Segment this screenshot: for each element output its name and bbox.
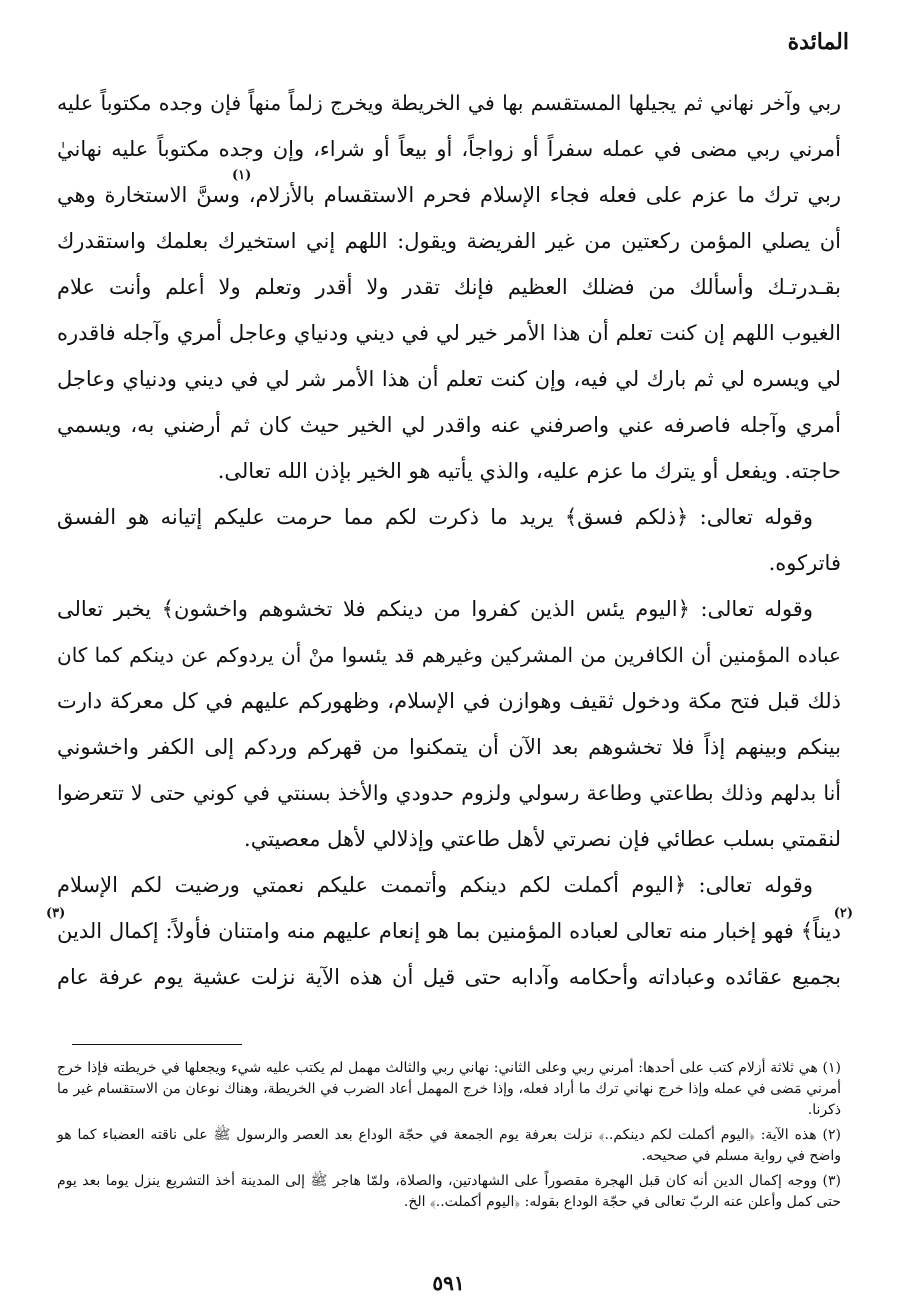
text-line: لنقمتي بسلب عطائي فإن نصرتي لأهل طاعتي وإذلالي لأهل معصيتي. [244,827,841,851]
paragraph [57,862,841,1000]
text-line: ديناً﴾ فهو إخبار منه تعالى لعباده المؤمنين بما هو إنعام عليهم منه وامتنان فأولاً: إكمال الدين [57,919,841,943]
footnotes [57,1058,841,1217]
text-line: أمري وآجله فاصرفه عني واصرفني عنه واقدر لي الخير حيث كان ثم أرضني به، ويسمي [57,413,841,437]
footnote-marker-3: (٣) [46,906,66,921]
footnote: (٢) هذه الآية: ﴿اليوم أكملت لكم دينكم..﴾ نزلت بعرفة يوم الجمعة في حجّة الوداع بعد العصر والرسول ﷺ على ناقته العضباء كما هو واضح في رواية مسلم في صحيحه. [57,1127,841,1164]
paragraph [57,80,841,494]
text-line: فاتركوه. [768,551,841,575]
surah-title: المائدة [787,29,849,55]
footnote-marker-1: (١) [232,168,252,183]
text-line: ذلك قبل فتح مكة ودخول ثقيف وهوازن في الإسلام، وظهوركم عليهم في كل معركة دارت [57,689,841,713]
text-line: ربي وآخر نهاني ثم يجيلها المستقسم بها في الخريطة ويخرج زلماً منهاً فإن وجده مكتوباً عليه [57,91,841,115]
text-line: حاجته. ويفعل أو يترك ما عزم عليه، والذي يأتيه هو الخير بإذن الله تعالى. [217,459,841,483]
text-line: بجميع عقائده وعباداته وأحكامه وآدابه حتى قيل أن هذه الآية نزلت عشية يوم عرفة عام [57,965,841,989]
footnote-divider [72,1044,242,1045]
text-line: بينكم وبينهم إذاً فلا تخشوهم بعد الآن أن يتمكنوا من قهركم وردكم إلى الكفر واخشوني [57,735,841,759]
paragraph [57,494,841,586]
page-number: ٥٩١ [432,1271,465,1295]
footnote-marker-2: (٢) [833,906,853,921]
main-text [57,80,841,1000]
footnote: (١) هي ثلاثة أزلام كتب على أحدها: أمرني ربي وعلى الثاني: نهاني ربي والثالث مهمل لم يكتب عليه شيء ويجعلها في خريطته فإذا خرج أمرني مَضى في عمله وإذا خرج نهاني ترك ما أراد فعله، وإذا خرج المهمل أعاد الضرب في الخريطة، وهناك نوعان من الاستقسام غير ما ذكرنا. [57,1060,841,1118]
text-line: وقوله تعالى: ﴿اليوم يئس الذين كفروا من دينكم فلا تخشوهم واخشون﴾ يخبر تعالى [57,597,813,621]
text-line: بقـدرتـك وأسألك من فضلك العظيم فإنك تقدر ولا أقدر وتعلم ولا أعلم وأنت علام [57,275,841,299]
text-line: وقوله تعالى: ﴿اليوم أكملت لكم دينكم وأتممت عليكم نعمتي ورضيت لكم الإسلام [57,873,813,897]
text-line: ربي ترك ما عزم على فعله فجاء الإسلام فحرم الاستقسام بالأزلام، وسنَّ الاستخارة وهي [57,183,841,207]
text-line: أنا بدلهم وذلك بطاعتي وطاعة رسولي ولزوم حدودي والأخذ بسنتي في كوني حتى لا تتعرضوا [57,781,841,805]
text-line: عباده المؤمنين أن الكافرين من المشركين وغيرهم قد يئسوا منْ أن يردوكم عن دينكم كما كان [57,643,841,667]
paragraph [57,586,841,862]
text-line: وقوله تعالى: ﴿ذلكم فسق﴾ يريد ما ذكرت لكم مما حرمت عليكم إتيانه هو الفسق [57,505,813,529]
page-header [649,22,849,62]
footnote: (٣) ووجه إكمال الدين أنه كان قبل الهجرة مقصوراً على الشهادتين، والصلاة، ولمّا هاجر ﷺ إلى المدينة أخذ التشريع ينزل يوما بعد يوم حتى كمل وأعلن عنه الربّ تعالى في حجّة الوداع بقوله: ﴿اليوم أكملت..﴾ الخ. [57,1173,841,1210]
text-line: لي ويسره لي ثم بارك لي فيه، وإن كنت تعلم أن هذا الأمر شر لي في ديني ودنياي وعاجل [57,367,841,391]
text-line: الغيوب اللهم إن كنت تعلم أن هذا الأمر خير لي في ديني ودنياي وعاجل أمري وآجله فاقدره [57,321,841,345]
text-line: أن يصلي المؤمن ركعتين من غير الفريضة ويقول: اللهم إني استخيرك بعلمك واستقدرك [57,229,841,253]
text-line: أمرني ربي مضى في عمله سفراً أو زواجاً، أو بيعاً أو شراء، وإن وجده مكتوباً عليه نهانيٰ [57,137,841,161]
